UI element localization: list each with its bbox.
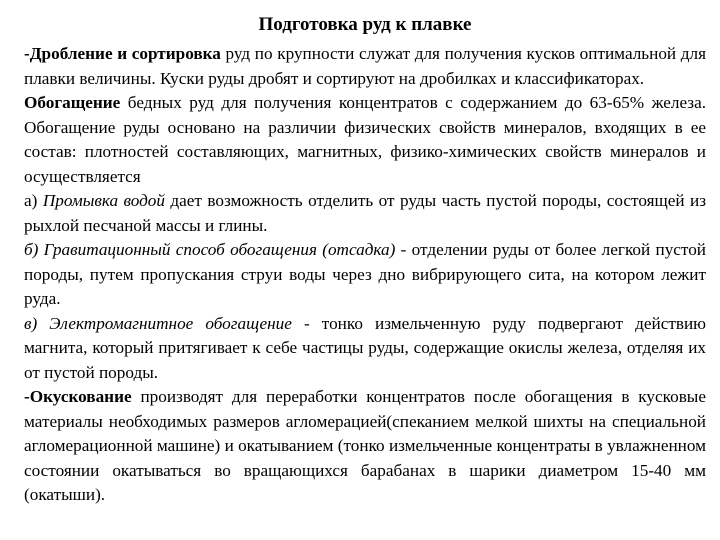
paragraph-agglomeration [24, 385, 706, 508]
paragraph-crushing [24, 42, 706, 91]
marker-washing: а) [24, 191, 43, 210]
term-enrichment: Обогащение [24, 93, 121, 112]
slide-body [24, 42, 706, 508]
text-washing: дает возможность отделить от руды часть пустой породы, состоящей из рыхлой песчаной массы и глины. [24, 191, 707, 235]
paragraph-enrichment [24, 91, 706, 189]
text-enrichment: бедных руд для получения концентратов с содержанием до 63-65% железа. Обогащение руды основано на различии физических свойств минералов, входящих в ее состав: плотностей составляющих, магнитных, физико-химических свойств минералов и осуществляется [24, 93, 706, 186]
text-crushing: руд по крупности служат для получения кусков оптимальной для плавки величины. Куски руды дробят и сортируют на дробилках и классификаторах. [24, 44, 706, 88]
paragraph-gravity [24, 238, 706, 312]
text-agglomeration: производят для переработки концентратов после обогащения в кусковые материалы необходимых размеров агломерацией(спеканием мелкой шихты на специальной агломерационной машине) и окатыванием (тонко измельченные концентраты в увлажненном состоянии окатываться во вращающихся барабанах в шарики диаметром 15-40 мм (окатыши). [24, 387, 706, 504]
text-gravity: - отделении руды от более легкой пустой породы, путем пропускания струи воды через дно вибрирующего сита, на котором лежит руда. [24, 240, 706, 308]
text-magnetic: - тонко измельченную руду подвергают действию магнита, который притягивает к себе частицы руды, содержащие окислы железа, отделяя их от пустой породы. [24, 313, 706, 382]
slide-title: Подготовка руд к плавке [258, 14, 472, 35]
paragraph-washing [24, 189, 706, 238]
term-agglomeration: -Окускование [24, 387, 132, 406]
paragraph-magnetic [24, 312, 706, 386]
term-crushing: -Дробление и сортировка [24, 44, 221, 63]
term-magnetic: в) Электромагнитное обогащение [24, 313, 292, 333]
term-washing: Промывка водой [42, 191, 165, 210]
term-gravity: б) Гравитационный способ обогащения (отсадка) [24, 240, 396, 259]
